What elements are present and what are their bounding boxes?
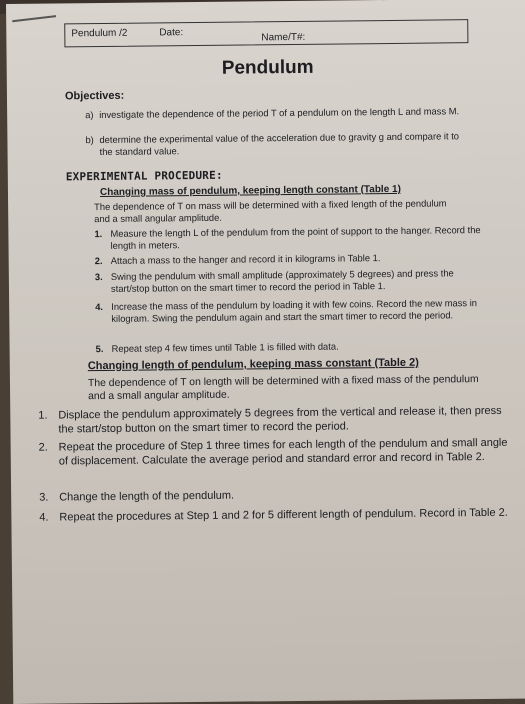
list-item [96, 339, 496, 355]
page-title: Pendulum [221, 56, 314, 79]
step-number: 3. [39, 491, 49, 504]
procedure-heading: EXPERIMENTAL PROCEDURE: [65, 168, 223, 184]
objective-label: a) [85, 109, 94, 121]
step-number: 4. [39, 511, 49, 524]
objective-item [85, 105, 475, 121]
worksheet-page [6, 0, 525, 704]
list-item [95, 297, 495, 324]
date-label: Date: [159, 27, 184, 39]
section1-title: Changing mass of pendulum, keeping length constant (Table 1) [99, 183, 401, 199]
section2-intro: The dependence of T on length will be determined with a fixed mass of the pendulum and a small angular amplitude. [87, 374, 479, 403]
step-text: Change the length of the pendulum. [59, 489, 235, 504]
step-number: 2. [38, 441, 48, 454]
step-number: 3. [94, 271, 103, 283]
header-box [64, 19, 468, 47]
section1-intro: The dependence of T on mass will be determined with a fixed length of the pendulum and a small angular amplitude. [94, 197, 447, 224]
step-text: Increase the mass of the pendulum by loading it with few coins. Record the new mass in kilogram. Swing the pendulum again and start the smart timer to record the period. [111, 297, 478, 324]
step-number: 2. [94, 255, 103, 267]
objectives-heading: Objectives: [64, 89, 125, 103]
step-text: Repeat the procedures at Step 1 and 2 for 5 different length of pendulum. Record in Table 2. [59, 506, 508, 524]
objective-text: investigate the dependence of the period T of a pendulum on the length L and mass M. [99, 105, 460, 121]
list-item [95, 267, 495, 294]
list-item [39, 507, 519, 526]
pen-mark [12, 15, 56, 22]
list-item [95, 251, 495, 267]
step-text: Measure the length L of the pendulum from the point of support to the hanger. Record the length in meters. [110, 224, 481, 251]
section2-title: Changing length of pendulum, keeping mass constant (Table 2) [87, 356, 419, 373]
step-text: Repeat step 4 few times until Table 1 is filled with data. [111, 340, 339, 354]
step-text: Repeat the procedure of Step 1 three times for each length of the pendulum and small angle of displacement. Calculate the average period and standard error and record in Table 2. [58, 436, 508, 467]
objective-item [85, 130, 475, 157]
pendulum-label: Pendulum /2 [71, 27, 128, 40]
step-text: Displace the pendulum approximately 5 degrees from the vertical and release it, then press the start/stop button on the smart timer to record the period. [58, 404, 502, 435]
step-number: 1. [38, 409, 48, 422]
step-number: 4. [95, 301, 104, 313]
list-item [39, 437, 519, 469]
list-item [38, 405, 518, 437]
name-label: Name/T#: [261, 31, 306, 44]
objective-label: b) [85, 134, 94, 146]
step-text: Attach a mass to the hanger and record it in kilograms in Table 1. [110, 252, 381, 266]
step-number: 1. [94, 228, 103, 240]
list-item [94, 224, 494, 251]
list-item [39, 487, 519, 506]
step-number: 5. [95, 342, 104, 355]
objective-text: determine the experimental value of the acceleration due to gravity g and compare it to the standard value. [99, 130, 460, 157]
step-text: Swing the pendulum with small amplitude (approximately 5 degrees) and press the start/stop button on the smart timer to record the period in Table 1. [110, 267, 454, 294]
